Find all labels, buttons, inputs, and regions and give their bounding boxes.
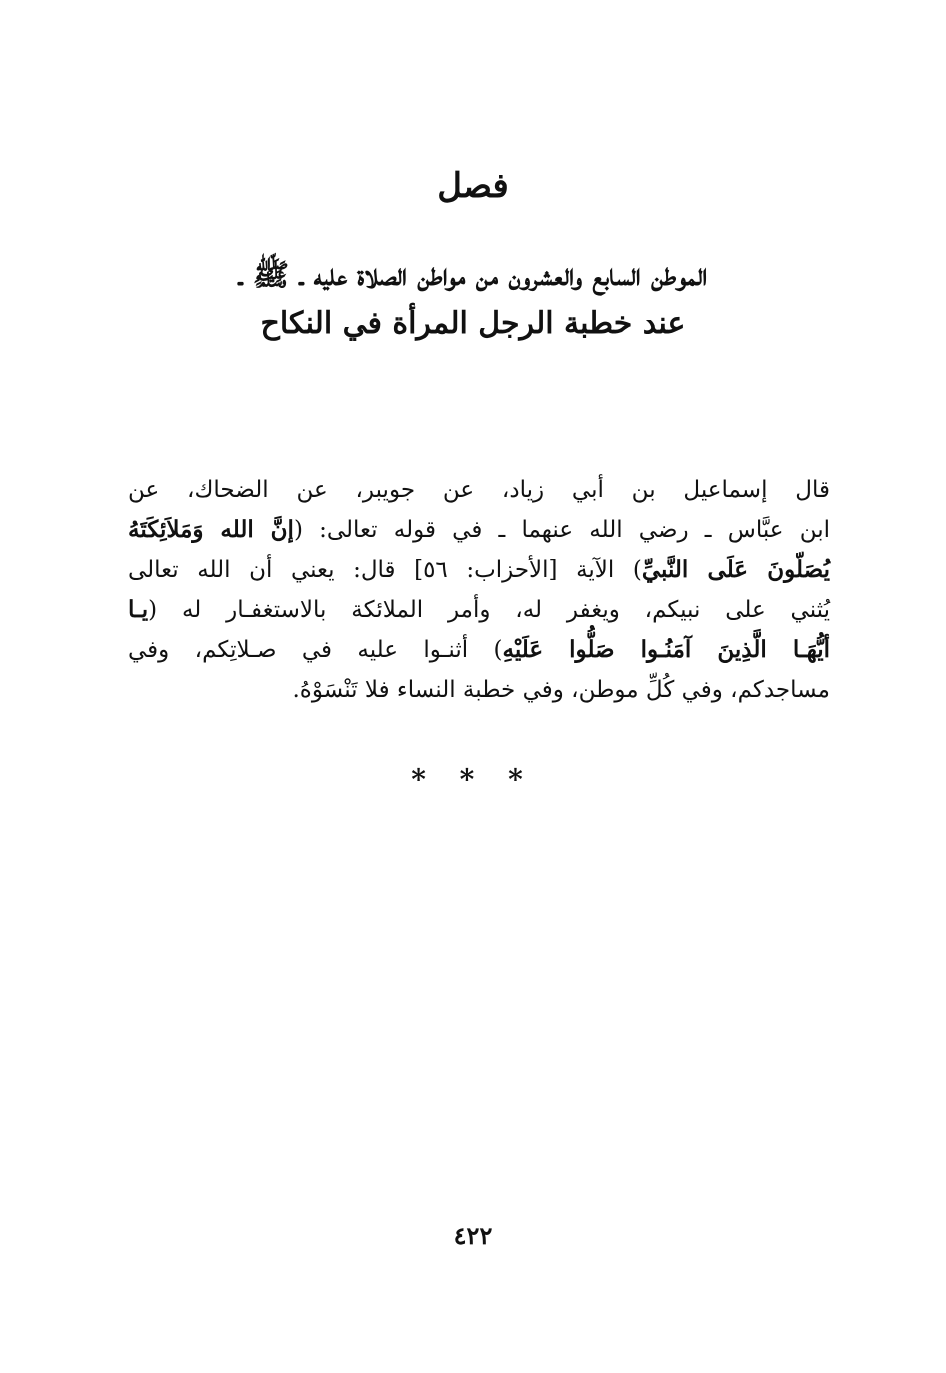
quran-verse-2-end: أيُّهَـا الَّذِينَ آمَنُـوا صَلُّوا عَلَيْهِ: [502, 636, 830, 663]
body-line-2-text: ابن عبَّاس ـ رضي الله عنهما ـ في قوله تعالى: (: [293, 517, 830, 543]
body-line-6: مساجدكم، وفي كُلِّ موطن، وفي خطبة النساء فلا تَنْسَوْهُ.: [292, 677, 830, 703]
quran-verse-start: إنَّ الله وَمَلاَئِكَتَهُ: [128, 516, 294, 543]
body-line-3-text: ) الآية [الأحزاب: ٥٦] قال: يعني أن الله تعالى: [128, 557, 642, 583]
body-line-5-text: ) أثنـوا عليه في صـلاتِكم، وفي: [128, 637, 503, 663]
body-line-1: قال إسماعيل بن أبي زياد، عن جويبر، عن الضحاك، عن: [128, 477, 830, 503]
body-line-4-text: يُثني على نبيكم، ويغفر له، وأمر الملائكة بالاستغفـار له (: [148, 597, 830, 623]
body-line-3: [128, 550, 830, 590]
section-separator: * * *: [411, 763, 535, 796]
quran-verse-end: يُصَلّونَ عَلَى النَّبيِّ: [641, 556, 830, 583]
body-line-5: [128, 630, 830, 670]
body-line-4: [128, 590, 830, 630]
page-number: ٤٢٢: [453, 1221, 493, 1250]
chapter-heading-line-2: عند خطبة الرجل المرأة في النكاح: [260, 306, 686, 341]
quran-verse-2-start: يـا: [128, 596, 149, 623]
body-line-2: [128, 510, 830, 550]
chapter-heading-line-1: الموطن السابع والعشرون من مواطن الصلاة عليه ـ ﷺ ـ: [238, 258, 708, 293]
chapter-heading: [120, 252, 826, 348]
body-paragraph: [128, 470, 830, 710]
section-title: فصل: [437, 166, 509, 206]
